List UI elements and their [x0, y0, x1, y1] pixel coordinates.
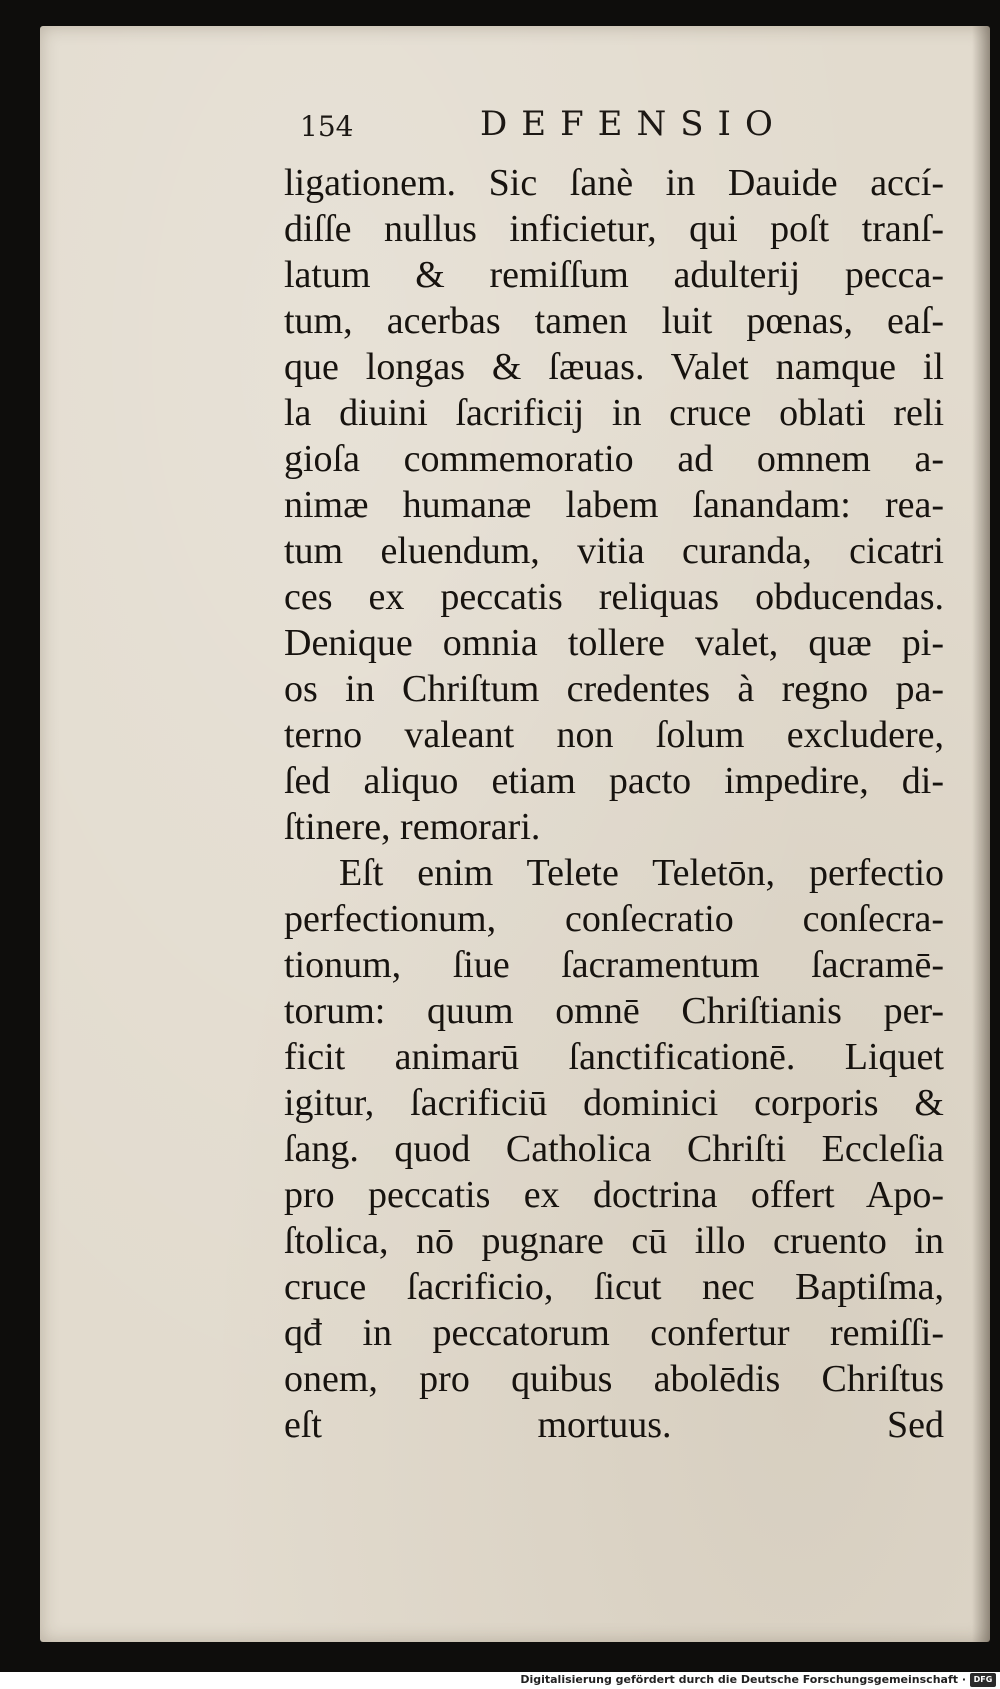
text-line: latum & remiſſum adulterij pecca- [284, 254, 944, 296]
text-line: diſſe nullus inficietur, qui poſt tranſ- [284, 208, 944, 250]
text-line: ſang. quod Catholica Chriſti Eccleſia [284, 1128, 944, 1170]
page-number: 154 [300, 110, 354, 143]
text-line: onem, pro quibus abolēdis Chriſtus [284, 1358, 944, 1400]
text-line: ces ex peccatis reliquas obducendas. [284, 576, 944, 618]
text-line-paragraph-end: ſtinere, remorari. [284, 806, 541, 848]
page-header [300, 100, 800, 150]
text-line-paragraph-start: Eſt enim Telete Teletōn, perfectio [339, 852, 944, 894]
text-line: cruce ſacrificio, ſicut nec Baptiſma, [284, 1266, 944, 1308]
text-line: Denique omnia tollere valet, quæ pi- [284, 622, 944, 664]
text-line: gioſa commemoratio ad omnem a- [284, 438, 944, 480]
text-line: os in Chriſtum credentes à regno pa- [284, 668, 944, 710]
text-line: ficit animarū ſanctificationē. Liquet [284, 1036, 944, 1078]
digitization-credit: Digitalisierung gefördert durch die Deutsche Forschungsgemeinschaft · [520, 1673, 966, 1686]
text-line: la diuini ſacrificij in cruce oblati reli [284, 392, 944, 434]
text-line: tionum, ſiue ſacramentum ſacramē- [284, 944, 944, 986]
text-line: igitur, ſacrificiū dominici corporis & [284, 1082, 944, 1124]
text-line: pro peccatis ex doctrina offert Apo- [284, 1174, 944, 1216]
body-text [284, 160, 944, 1448]
text-line: que longas & ſæuas. Valet namque il [284, 346, 944, 388]
text-line: terno valeant non ſolum excludere, [284, 714, 944, 756]
text-line: tum eluendum, vitia curanda, cicatri [284, 530, 944, 572]
text-line: tum, acerbas tamen luit pœnas, eaſ- [284, 300, 944, 342]
text-line: ligationem. Sic ſanè in Dauide accí- [284, 162, 944, 204]
text-line: qđ in peccatorum confertur remiſſi- [284, 1312, 944, 1354]
dfg-logo-icon: DFG [970, 1673, 996, 1687]
digitization-credit-bar [0, 1672, 1000, 1689]
text-line: ſtolica, nō pugnare cū illo cruento in [284, 1220, 944, 1262]
text-line: ſed aliquo etiam pacto impedire, di- [284, 760, 944, 802]
page-gutter-shadow [972, 26, 990, 1642]
text-line: torum: quum omnē Chriſtianis per- [284, 990, 944, 1032]
text-line: perfectionum, conſecratio conſecra- [284, 898, 944, 940]
text-line-with-catchword: eſt mortuus. Sed [284, 1404, 944, 1446]
running-head: DEFENSIO [480, 104, 787, 144]
text-line: nimæ humanæ labem ſanandam: rea- [284, 484, 944, 526]
